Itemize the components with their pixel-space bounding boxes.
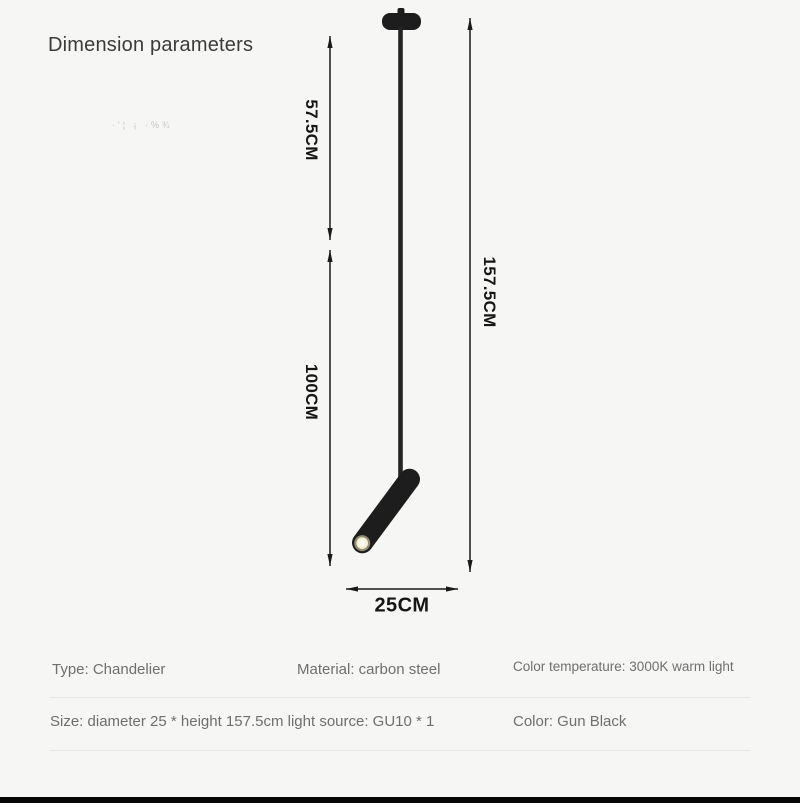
divider-bottom xyxy=(50,750,750,751)
lamp-head xyxy=(348,465,424,558)
spec-material: Material: carbon steel xyxy=(297,661,441,678)
watermark-text: ·'¦ ¡ ·%¾ xyxy=(112,120,173,130)
spec-color: Color: Gun Black xyxy=(513,713,627,730)
bottom-black-bar xyxy=(0,797,800,803)
dim-label-upper-section: 57.5CM xyxy=(302,99,321,161)
pendant-lamp xyxy=(348,8,424,557)
spec-size: Size: diameter 25 * height 157.5cm light source: GU10 * 1 xyxy=(50,713,435,730)
page-title: Dimension parameters xyxy=(48,34,254,56)
dim-label-total-height: 157.5CM xyxy=(480,256,499,328)
divider-top xyxy=(50,697,750,698)
dim-label-lower-section: 100CM xyxy=(302,363,321,421)
pendant-rod xyxy=(398,27,403,490)
dim-label-bottom-width: 25CM xyxy=(374,594,430,617)
spec-type: Type: Chandelier xyxy=(52,661,166,678)
spec-color-temperature: Color temperature: 3000K warm light xyxy=(513,659,734,674)
